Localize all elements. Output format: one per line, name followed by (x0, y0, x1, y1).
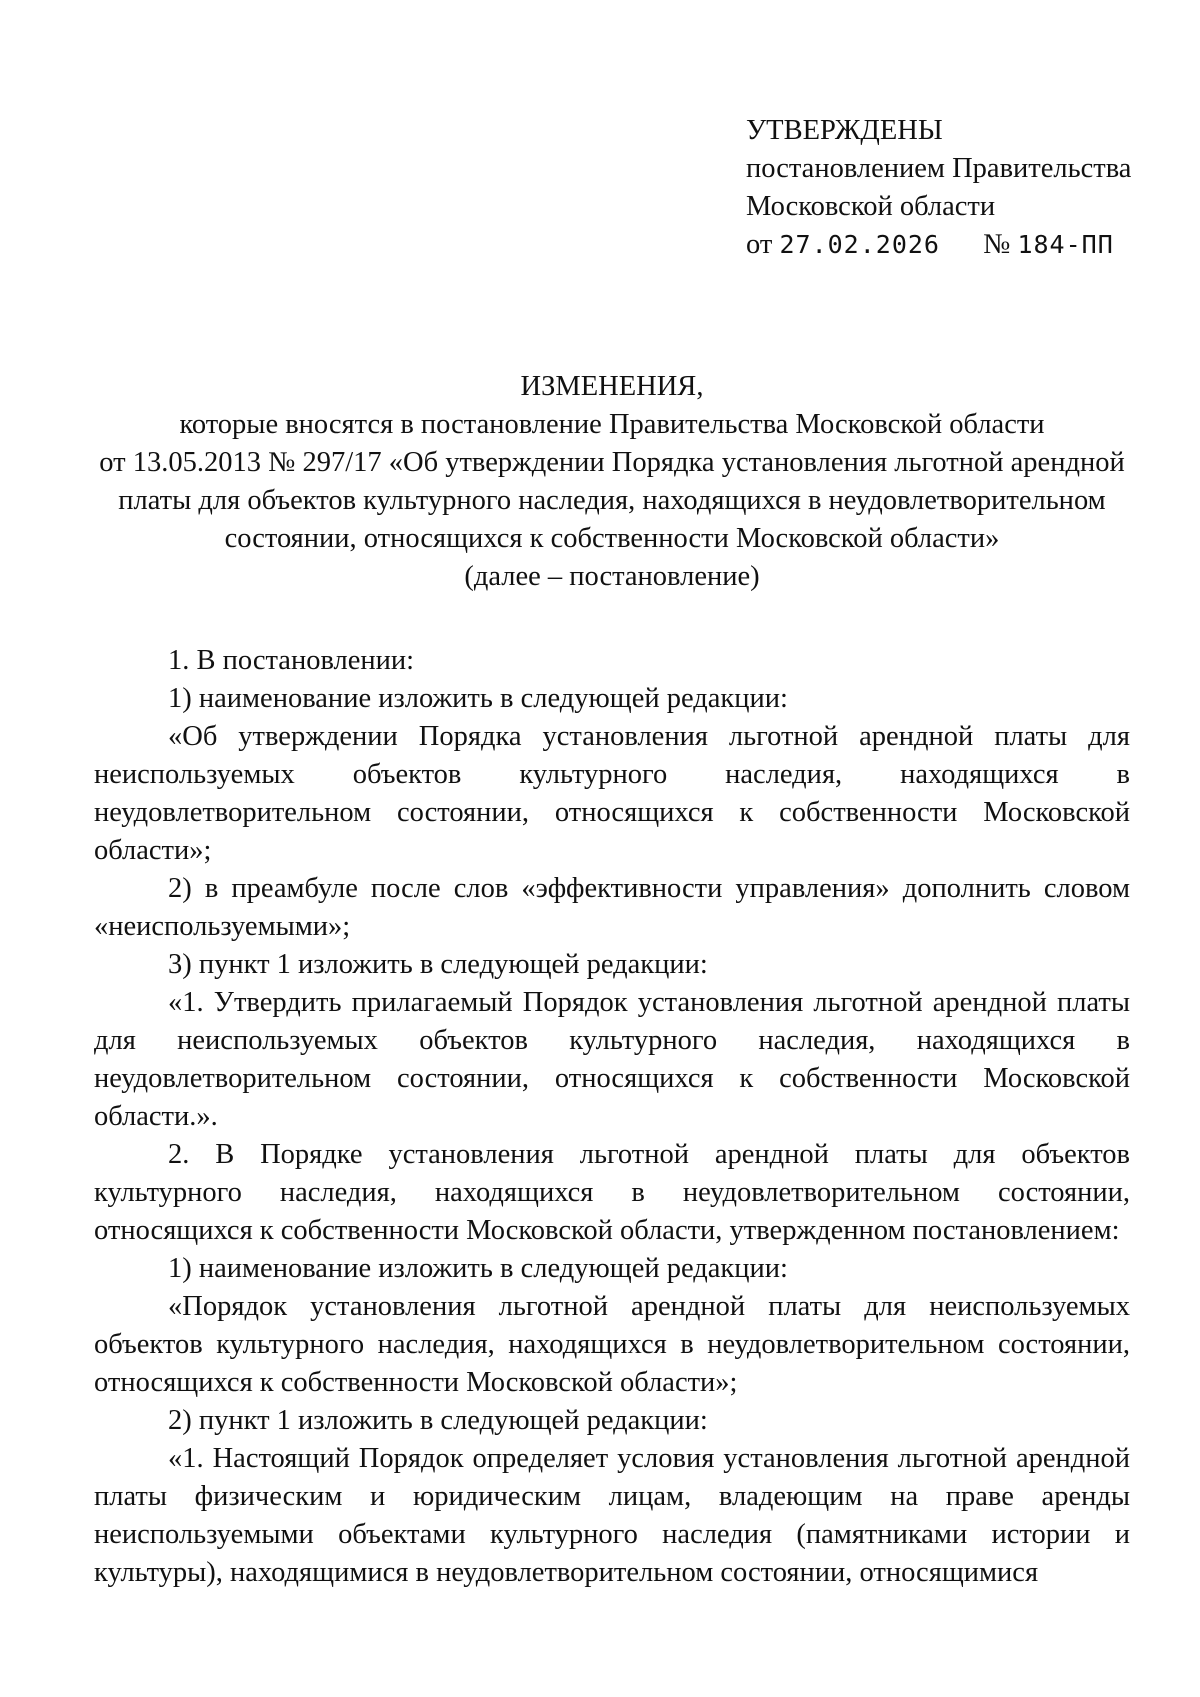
approval-date: 27.02.2026 (779, 230, 940, 259)
paragraph: 1) наименование изложить в следующей редакции: (168, 683, 788, 714)
paragraph: 1. В постановлении: (168, 645, 415, 676)
number-label: № (983, 229, 1011, 260)
paragraph: 3) пункт 1 изложить в следующей редакции: (168, 949, 708, 980)
approval-line-1: постановлением Правительства (746, 153, 1132, 184)
paragraph: 1) наименование изложить в следующей редакции: (168, 1253, 788, 1284)
paragraph: «1. Настоящий Порядок определяет условия установления льготной арендной платы физическим и юридическим лицам, владеющим на праве аренды неиспользуемыми объектами культурного наследия (памятниками истории и культуры), находящимися в неудовлетворительном состоянии, относящимися (94, 1443, 1130, 1588)
heading-line-1: которые вносятся в постановление Правительства Московской области (179, 409, 1045, 440)
document-body (94, 642, 1130, 1592)
paragraph: «Порядок установления льготной арендной платы для неиспользуемых объектов культурного наследия, находящихся в неудовлетворительном состоянии, относящихся к собственности Московской области»; (94, 1291, 1130, 1398)
paragraph: 2) в преамбуле после слов «эффективности управления» дополнить словом «неиспользуемыми»; (94, 873, 1130, 942)
approval-number: 184-ПП (1017, 230, 1114, 259)
approval-title: УТВЕРЖДЕНЫ (746, 115, 943, 146)
paragraph: 2) пункт 1 изложить в следующей редакции: (168, 1405, 708, 1436)
paragraph: «Об утверждении Порядка установления льготной арендной платы для неиспользуемых объектов культурного наследия, находящихся в неудовлетворительном состоянии, относящихся к собственности Московской области»; (94, 721, 1130, 866)
approval-date-line (746, 226, 1166, 264)
paragraph: 2. В Порядке установления льготной арендной платы для объектов культурного наследия, находящихся в неудовлетворительном состоянии, относящихся к собственности Московской области, утвержденном постановлением: (94, 1139, 1130, 1246)
heading-line-4: состоянии, относящихся к собственности Московской области» (224, 523, 1000, 554)
heading-line-5: (далее – постановление) (464, 561, 760, 592)
approval-block (746, 112, 1166, 264)
approval-line-2: Московской области (746, 191, 996, 222)
document-title: ИЗМЕНЕНИЯ, (520, 371, 704, 402)
document-heading (92, 368, 1132, 596)
from-label: от (746, 229, 773, 260)
paragraph: «1. Утвердить прилагаемый Порядок установления льготной арендной платы для неиспользуемых объектов культурного наследия, находящихся в неудовлетворительном состоянии, относящихся к собственности Московской области.». (94, 987, 1130, 1132)
heading-line-2: от 13.05.2013 № 297/17 «Об утверждении Порядка установления льготной арендной (99, 447, 1125, 478)
heading-line-3: платы для объектов культурного наследия, находящихся в неудовлетворительном (118, 485, 1106, 516)
